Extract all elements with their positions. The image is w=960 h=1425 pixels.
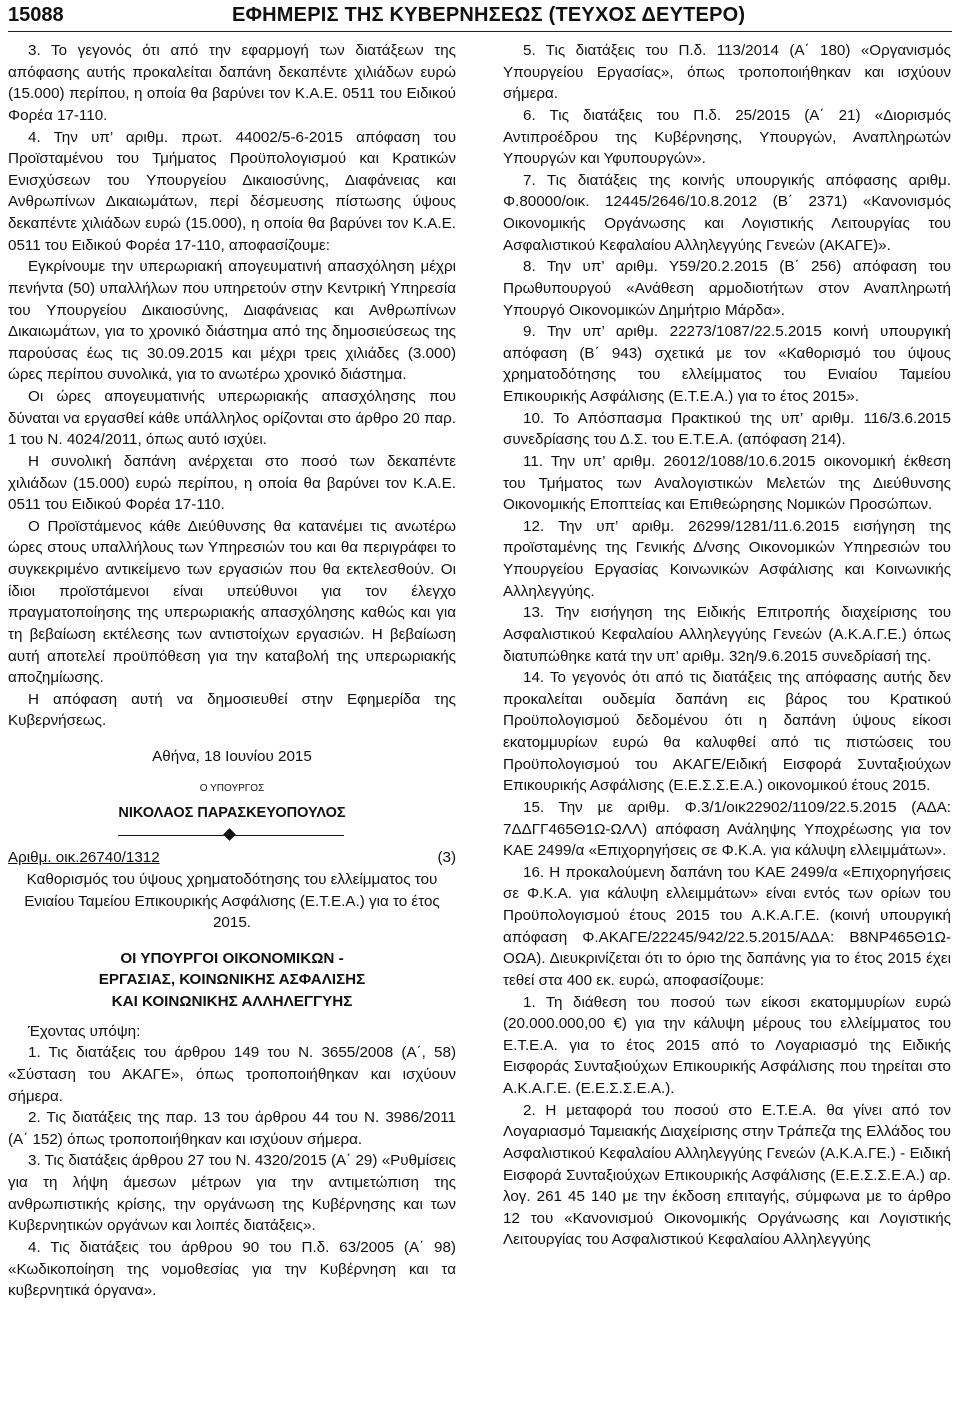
decision-text-2: Οι ώρες απογευματινής υπερωριακής απασχόλησης που δύναται να εργασθεί κάθε υπάλληλος ορίζονται στο άρθρο 20 παρ. 1 του Ν. 4024/2011, όπως αυτό ισχύει. [8,388,456,449]
decision-item-2: 2. Η μεταφορά του ποσού στο Ε.Τ.Ε.Α. θα γίνει από τον Λογαριασμό Ταμειακής Διαχείρισης στην Τράπεζα της Ελλάδος του Ασφαλιστικού Κεφαλαίου Αλληλεγγύης Γενεών (Α.Κ.Α.ΓΕ.) - Ειδική Εισφορά Συνταξιούχων Επικουρικής Ασφάλισης (Ε.Ε.Σ.Σ.Ε.Α.) αρ. λογ. 261 45 140 με την έκδοση επιταγής, σύμφωνα με το άρθρο 12 του «Κανονισμού Οικονομικής Οργάνωσης και Λογιστικής Λειτουργίας του Ασφαλιστικού Κεφαλαίου Αλληλεγγύης [503,1101,951,1249]
header-rule [8,31,952,32]
signer-role: Ο ΥΠΟΥΡΓΟΣ [199,782,265,794]
signer-name: ΝΙΚΟΛΑΟΣ ΠΑΡΑΣΚΕΥΟΠΟΥΛΟΣ [118,805,346,822]
page-header [0,0,960,30]
decision-text-4: Ο Προϊστάμενος κάθε Διεύθυνσης θα κατανέμει τις ανωτέρω ώρες στους υπαλλήλους των Υπηρεσιών του και θα περιγράφει το συγκεκριμένο αντικείμενο των εργασιών που θα εκτελεσθούν. Οι ίδιοι προϊστάμενοι είναι υπεύθυνοι για τον έλεγχο πραγματοποίησης της υπερωριακής απασχόλησης καθώς και για τη βεβαίωση εκτέλεσης των αντιστοίχων εργασιών. Η βεβαίωση αυτή αποτελεί προϋπόθεση για την καταβολή της υπερωριακής αποζημίωσης. [8,517,456,687]
consideration-13: 13. Την εισήγηση της Ειδικής Επιτροπής διαχείρισης του Ασφαλιστικού Κεφαλαίου Αλληλεγγύης Γενεών (Α.Κ.Α.Γ.Ε.) όπως διατυπώθηκε κατά την υπ’ αριθμ. 32η/9.6.2015 συνεδρίασή της. [503,604,951,665]
consideration-2: 2. Τις διατάξεις της παρ. 13 του άρθρου 44 του Ν. 3986/2011 (Α΄ 152) όπως τροποποιήθηκαν και ισχύουν σήμερα. [8,1109,456,1148]
consideration-10: 10. Το Απόσπασμα Πρακτικού της υπ’ αριθμ. 116/3.6.2015 συνεδρίασης του Δ.Σ. του Ε.Τ.Ε.Α. (απόφαση 214). [503,409,951,449]
decision-text-5: Η απόφαση αυτή να δημοσιευθεί στην Εφημερίδα της Κυβερνήσεως. [8,690,456,730]
consideration-14: 14. Το γεγονός ότι από τις διατάξεις της απόφασης αυτής δεν προκαλείται ουδεμία δαπάνη εις βάρος του Κρατικού Προϋπολογισμού δεδομένου ότι η δαπάνη ύψους είκοσι εκατομμυρίων ευρώ θα καλυφθεί από τις πιστώσεις του Προϋπολογισμού του ΑΚΑΓΕ/Ειδική Εισφορά Συνταξιούχων Επικουρικής Ασφάλισης (Ε.Ε.Σ.Σ.Ε.Α.) οικονομικού έτους 2015. [503,669,951,795]
ministers-heading-2: ΕΡΓΑΣΙΑΣ, ΚΟΙΝΩΝΙΚΗΣ ΑΣΦΑΛΙΣΗΣ [98,971,366,989]
section-separator [8,827,456,845]
ministers-heading-1: ΟΙ ΥΠΟΥΡΓΟΙ ΟΙΚΟΝΟΜΙΚΩΝ - [120,949,344,967]
left-column [8,40,456,1302]
consideration-4: 4. Τις διατάξεις του άρθρου 90 του Π.δ. 63/2005 (Α΄ 98) «Κωδικοποίηση της νομοθεσίας για την Κυβέρνηση και τα κυβερνητικά όργανα». [8,1238,456,1300]
place-date: Αθήνα, 18 Ιουνίου 2015 [152,748,312,765]
gazette-title: ΕΦΗΜΕΡΙΣ ΤΗΣ ΚΥΒΕΡΝΗΣΕΩΣ (ΤΕΥΧΟΣ ΔΕΥΤΕΡΟ) [232,4,746,26]
consideration-7: 7. Τις διατάξεις της κοινής υπουργικής απόφασης αριθμ. Φ.80000/οικ. 12445/2646/10.8.2012 (Β΄ 2371) «Κανονισμός Οικονομικής Οργάνωσης και Λογιστικής Λειτουργίας του Ασφαλιστικού Κεφαλαίου Αλληλεγγύης Γενεών (ΑΚΑΓΕ)». [503,171,951,254]
consideration-16: 16. Η προκαλούμενη δαπάνη του ΚΑΕ 2499/α «Επιχορηγήσεις σε Φ.Κ.Α. για κάλυψη ελλειμμάτων» είναι εντός των ορίων του Προϋπολογισμού έτους 2015 του Α.Κ.Α.Γ.Ε. (κοινή υπουργική απόφαση Φ.ΑΚΑΓΕ/22245/942/22.5.2015/ΑΔΑ: Β8ΝΡ465Θ1Ω-ΟΩΑ). Διευκρινίζεται ότι το όριο της δαπάνης για το έτος 2015 έχει τεθεί στα 400 εκ. ευρώ, αποφασίζουμε: [503,863,951,989]
decision-header [8,847,456,869]
diamond-icon [223,828,236,841]
decision-title: Καθορισμός του ύψους χρηματοδότησης του ελλείμματος του Ενιαίου Ταμείου Επικουρικής Ασφάλισης (Ε.Τ.Ε.Α.) για το έτος 2015. [24,870,440,932]
consideration-3: 3. Τις διατάξεις άρθρου 27 του Ν. 4320/2015 (Α΄ 29) «Ρυθμίσεις για τη λήψη άμεσων μέτρων για την αντιμετώπιση της ανθρωπιστικής κρίσης, την οργάνωση της Κυβέρνησης και των Κυβερνητικών οργάνων και λοιπές διατάξεις». [8,1152,456,1235]
page-number: 15088 [8,4,64,26]
consideration-12: 12. Την υπ’ αριθμ. 26299/1281/11.6.2015 εισήγηση της προϊσταμένης της Γενικής Δ/νσης Οικονομικών Υπηρεσιών του Υπουργείου Εργασίας Κοινωνικών Ασφάλισης και Κοινωνικής Αλληλεγγύης. [503,517,951,600]
consideration-5: 5. Τις διατάξεις του Π.δ. 113/2014 (Α΄ 180) «Οργανισμός Υπουργείου Εργασίας», όπως τροποποιήθηκαν και ισχύουν σήμερα. [503,42,951,103]
paragraph-3: 3. Το γεγονός ότι από την εφαρμογή των διατάξεων της απόφασης αυτής προκαλείται δαπάνη δεκαπέντε χιλιάδων ευρώ (15.000) περίπου, η οποία θα βαρύνει τον Κ.Α.Ε. 0511 του Ειδικού Φορέα 17-110. [8,42,456,124]
right-column [503,40,951,1251]
consideration-15: 15. Την με αριθμ. Φ.3/1/οικ22902/1109/22.5.2015 (ΑΔΑ: 7ΔΔΓΓ465Θ1Ω-ΩΛΛ) απόφαση Ανάληψης Υποχρέωσης για τον ΚΑΕ 2499/α «Επιχορηγήσεις σε Φ.Κ.Α. για κάλυψη ελλειμμάτων». [503,798,951,860]
consideration-9: 9. Την υπ’ αριθμ. 22273/1087/22.5.2015 κοινή υπουργική απόφαση (Β΄ 943) σχετικά με τον «Καθορισμό του ύψους χρηματοδότησης του ελλείμματος του Ενιαίου Ταμείου Επικουρικής Ασφάλισης (Ε.Τ.Ε.Α.) για το έτος 2015». [503,323,951,405]
consideration-6: 6. Τις διατάξεις του Π.δ. 25/2015 (Α΄ 21) «Διορισμός Αντιπροέδρου της Κυβέρνησης, Υπουργών, Αναπληρωτών Υπουργών και Υφυπουργών». [503,106,951,168]
decision-text-1: Εγκρίνουμε την υπερωριακή απογευματινή απασχόληση μέχρι πενήντα (50) υπαλλήλων που υπηρετούν στην Κεντρική Υπηρεσία του Υπουργείου Δικαιοσύνης, Διαφάνειας και Ανθρωπίνων Δικαιωμάτων, για το χρονικό διάστημα από της δημοσιεύσεως της παρούσας έως τις 30.09.2015 και μέχρι τρεις χιλιάδες (3.000) ώρες περίπου συνολικά, για το ανωτέρω χρονικό διάστημα. [8,258,456,384]
having-in-mind: Έχοντας υπόψη: [28,1022,141,1040]
decision-reference: Αριθμ. οικ.26740/1312 [8,848,160,866]
consideration-11: 11. Την υπ’ αριθμ. 26012/1088/10.6.2015 οικονομική έκθεση του Τμήματος των Αναλογιστικών Μελετών της Διεύθυνσης Οικονομικής Εποπτείας και Επιθεώρησης Νομικών Προσώπων. [503,452,951,514]
ministers-heading-3: ΚΑΙ ΚΟΙΝΩΝΙΚΗΣ ΑΛΛΗΛΕΓΓΥΗΣ [111,993,353,1010]
decision-text-3: Η συνολική δαπάνη ανέρχεται στο ποσό των δεκαπέντε χιλιάδων (15.000) ευρώ περίπου, η οποία θα βαρύνει τον Κ.Α.Ε. 0511 του Ειδικού Φορέα 17-110. [8,452,456,514]
consideration-8: 8. Την υπ’ αριθμ. Υ59/20.2.2015 (Β΄ 256) απόφαση του Πρωθυπουργού «Ανάθεση αρμοδιοτήτων στον Αναπληρωτή Υπουργό Οικονομικών Δημήτριο Μάρδα». [503,258,951,319]
consideration-1: 1. Τις διατάξεις του άρθρου 149 του Ν. 3655/2008 (Α΄, 58) «Σύσταση του ΑΚΑΓΕ», όπως τροποποιήθηκαν και ισχύουν σήμερα. [8,1044,456,1105]
decision-number: (3) [437,848,456,866]
decision-item-1: 1. Τη διάθεση του ποσού των είκοσι εκατομμυρίων ευρώ (20.000.000,00 €) για την κάλυψη μέρους του ελλείμματος του Ε.Τ.Ε.Α. για το έτος 2015 από το Λογαριασμό της Ειδικής Εισφοράς Συνταξιούχων Επικουρικής Ασφάλισης που τηρείται στο Α.Κ.Α.Γ.Ε. (Ε.Ε.Σ.Σ.Ε.Α.). [503,993,951,1097]
paragraph-4: 4. Την υπ’ αριθμ. πρωτ. 44002/5-6-2015 απόφαση του Προϊσταμένου του Τμήματος Προϋπολογισμού και Κρατικών Ενισχύσεων του Υπουργείου Δικαιοσύνης, Διαφάνειας και Ανθρωπίνων Δικαιωμάτων, περί δέσμευσης πίστωσης ύψους δεκαπέντε χιλιάδων ευρώ (15.000), η οποία θα βαρύνει τον Κ.Α.Ε. 0511 του Ειδικού Φορέα 17-110, αποφασίζουμε: [8,128,456,254]
